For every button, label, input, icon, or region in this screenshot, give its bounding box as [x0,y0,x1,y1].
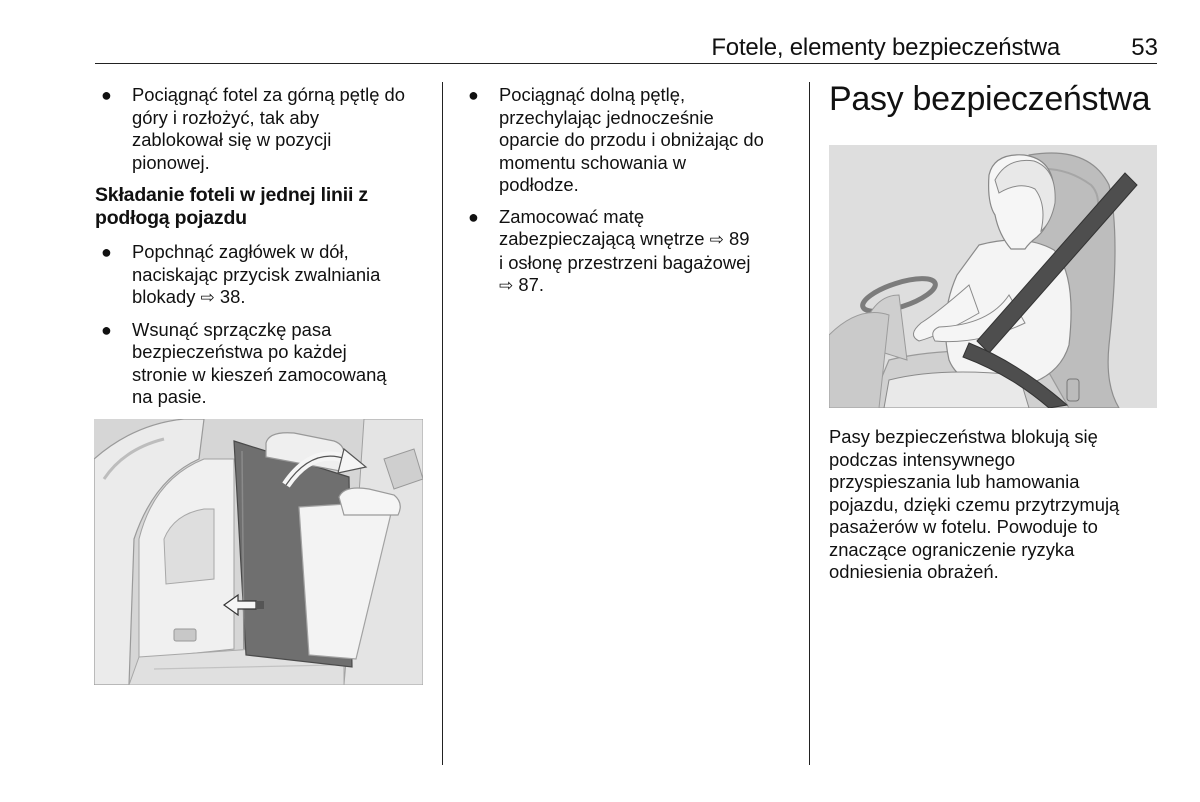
header-rule [95,63,1157,64]
page-ref[interactable]: 87 [518,274,539,295]
subheading-line: Składanie foteli w jednej linii z [95,184,368,206]
bullet-dot-icon: ● [468,206,479,227]
column-divider-1 [442,82,443,765]
page-ref[interactable]: 89 [728,228,750,249]
text-line: podczas intensywnego [829,448,1016,470]
column-divider-2 [809,82,810,765]
bullet-item [95,319,430,409]
page-ref-arrow-icon: ⇨ [499,276,514,295]
text-line: oparcie do przodu i obniżając do [499,129,764,150]
text-line: pasażerów w fotelu. Powoduje to [829,516,1098,537]
text-line: odniesienia obrażeń. [829,561,999,582]
bullet-item [462,84,792,197]
text-line: góry i rozłożyć, tak aby [132,106,320,128]
subheading-line: podłogą pojazdu [95,207,247,229]
column-2 [462,84,792,307]
page-ref[interactable]: 38 [219,286,241,307]
body-paragraph [829,426,1159,584]
bullet-item [462,206,792,298]
bullet-dot-icon: ● [101,85,112,105]
page-header-title: Fotele, elementy bezpieczeństwa [711,34,1060,61]
bullet-dot-icon: ● [468,85,479,105]
section-title: Pasy bezpieczeństwa [829,80,1151,118]
text-line: Zamocować matę [499,205,645,227]
text-line: przechylając jednocześnie [499,106,714,128]
text-line: Wsunąć sprzączkę pasa [132,318,332,340]
text-line: na pasie. [132,386,207,407]
bullet-dot-icon: ● [101,242,112,262]
text-line: Pociągnąć fotel za górną pętlę do [132,84,405,105]
text-line: naciskając przycisk zwalniania [132,263,381,285]
text-line: Popchnąć zagłówek w dół, [132,241,349,262]
text-line: Pociągnąć dolną pętlę, [499,84,686,105]
subheading [95,184,430,230]
page-ref-arrow-icon: ⇨ [200,288,215,307]
text-line: Pasy bezpieczeństwa blokują się [829,426,1098,447]
bullet-item [95,84,430,174]
seat-belt-illustration [829,145,1157,408]
text-line: bezpieczeństwa po każdej [132,341,347,362]
text-line: pionowej. [132,151,210,173]
text-line: stronie w kieszeń zamocowaną [132,363,387,385]
text-line: podłodze. [499,174,579,195]
text-line: zablokował się w pozycji [132,129,332,150]
text-line: momentu schowania w [499,151,687,173]
page-ref-arrow-icon: ⇨ [709,230,724,249]
text-line: i osłonę przestrzeni bagażowej [499,251,751,273]
text-line: blokady ⇨ 38. [132,286,246,307]
text-line: ⇨ 87. [499,274,544,295]
page-number: 53 [1131,34,1158,61]
text-line: znaczące ograniczenie ryzyka [829,538,1075,560]
seat-folding-illustration [94,419,423,685]
text-line: przyspieszania lub hamowania [829,471,1080,492]
bullet-dot-icon: ● [101,319,112,340]
column-1 [95,84,430,418]
bullet-item [95,241,430,310]
text-line: pojazdu, dzięki czemu przytrzymują [829,493,1120,515]
text-line: zabezpieczającą wnętrze ⇨ 89 [499,228,750,249]
